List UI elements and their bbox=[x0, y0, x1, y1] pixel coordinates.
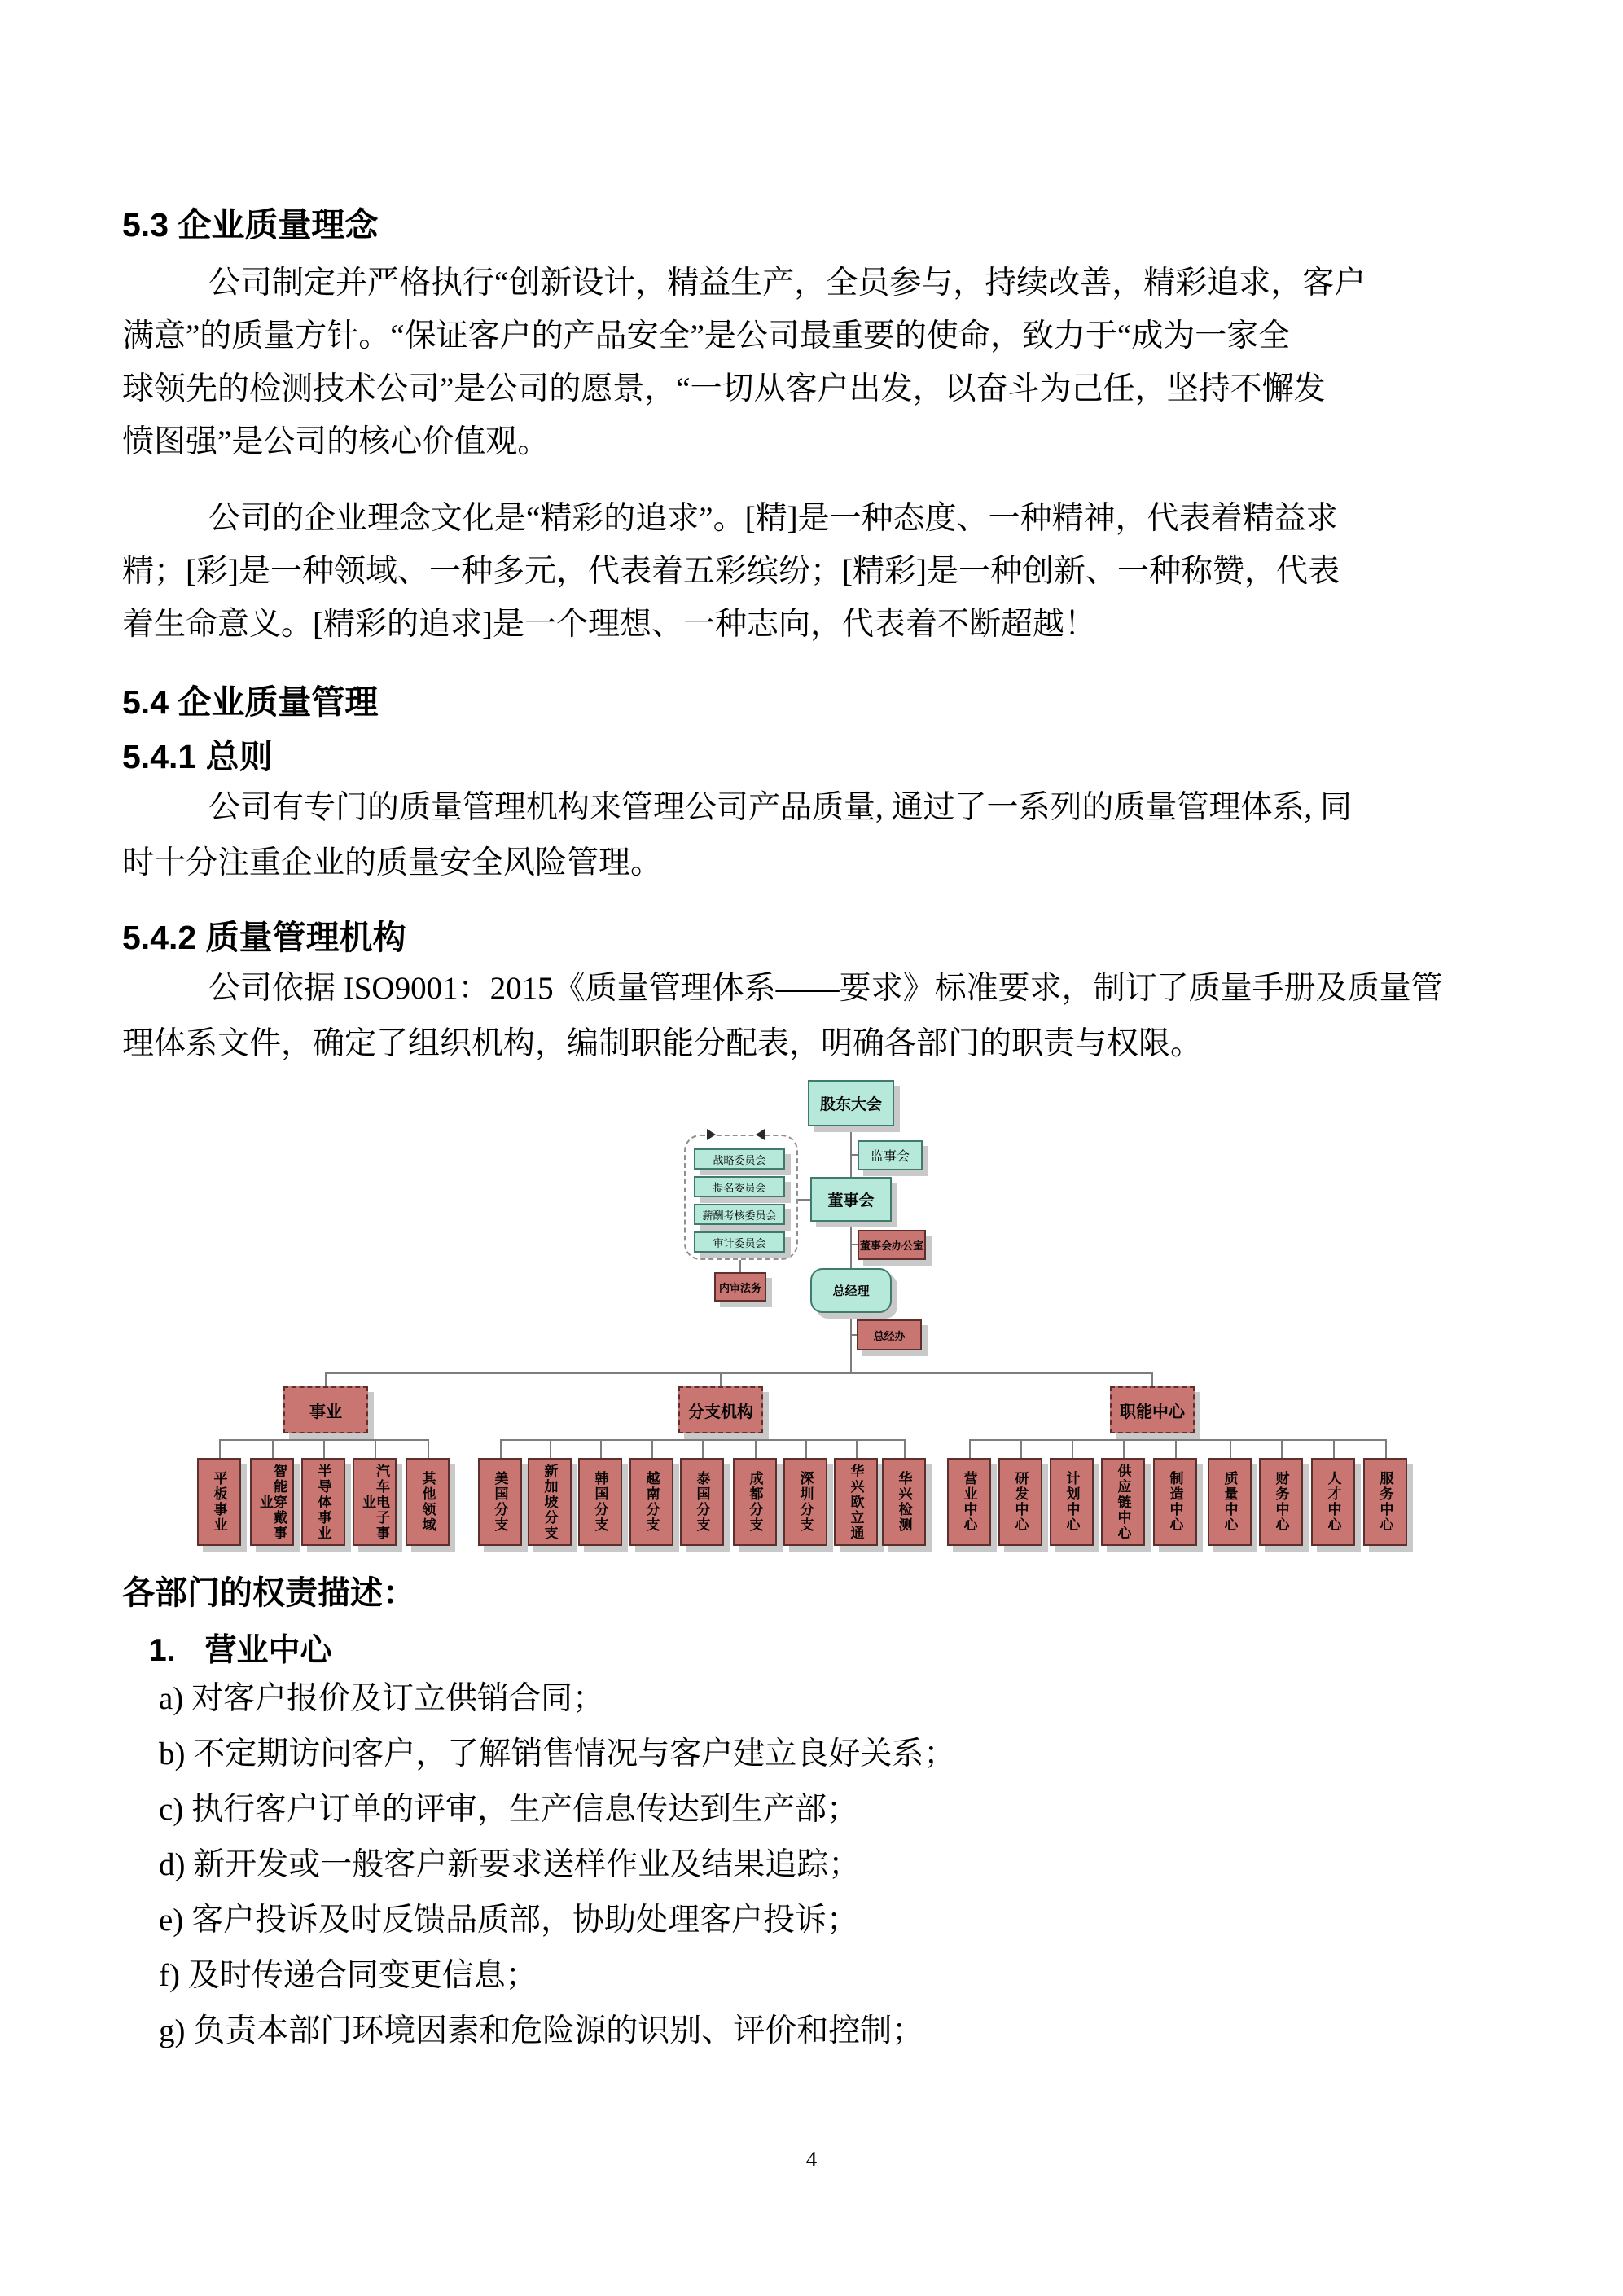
connector-line bbox=[850, 1334, 857, 1336]
branch-function-centers: 职能中心 bbox=[1110, 1386, 1195, 1433]
dept-box bbox=[406, 1458, 450, 1546]
connector-line bbox=[904, 1439, 906, 1458]
connector-line bbox=[219, 1439, 221, 1458]
dept-label: 研发中心 bbox=[1012, 1471, 1029, 1533]
duty-item: d) 新开发或一般客户新要求送样作业及结果追踪； bbox=[159, 1847, 861, 1882]
connector-line bbox=[739, 1260, 741, 1272]
dept-box bbox=[1153, 1458, 1197, 1546]
text-line: 公司制定并严格执行“创新设计，精益生产，全员参与，持续改善，精彩追求，客户 bbox=[208, 266, 1366, 301]
dept-box bbox=[250, 1458, 294, 1546]
connector-line bbox=[1072, 1439, 1073, 1458]
connector-line bbox=[1230, 1439, 1231, 1458]
connector-line bbox=[702, 1439, 704, 1458]
duty-item: b) 不定期访问客户，了解销售情况与客户建立良好关系； bbox=[159, 1736, 956, 1771]
connector-line bbox=[1151, 1372, 1153, 1386]
dept-box bbox=[1101, 1458, 1145, 1546]
page-number: 4 bbox=[805, 2147, 818, 2171]
node-general-manager: 总经理 bbox=[810, 1268, 892, 1313]
dept-label: 韩国分支 bbox=[592, 1471, 608, 1533]
dept-box bbox=[1363, 1458, 1407, 1546]
text-line: 时十分注重企业的质量安全风险管理。 bbox=[122, 845, 663, 880]
text-line: 公司的企业理念文化是“精彩的追求”。[精]是一种态度、一种精神，代表着精益求 bbox=[208, 501, 1338, 536]
node-supervisory-board: 监事会 bbox=[858, 1140, 923, 1170]
heading-5-4-1: 5.4.1 总则 bbox=[122, 738, 273, 775]
connector-line bbox=[969, 1439, 1385, 1441]
text-line: 满意”的质量方针。“保证客户的产品安全”是公司最重要的使命，致力于“成为一家全 bbox=[122, 318, 1291, 353]
text-line: 球领先的检测技术公司”是公司的愿景，“一切从客户出发，以奋斗为己任，坚持不懈发 bbox=[122, 371, 1326, 406]
node-board-of-directors: 董事会 bbox=[810, 1177, 892, 1222]
arrow-left-icon bbox=[756, 1129, 765, 1140]
dept-label: 泰国分支 bbox=[694, 1471, 710, 1533]
connector-line bbox=[1281, 1439, 1283, 1458]
duty-list bbox=[159, 1671, 1462, 2059]
node-shareholders-meeting: 股东大会 bbox=[808, 1080, 894, 1126]
dept-label: 质量中心 bbox=[1222, 1471, 1238, 1533]
dept-box bbox=[882, 1458, 926, 1546]
node-gm-office: 总经办 bbox=[857, 1319, 922, 1350]
dept-box bbox=[1259, 1458, 1303, 1546]
text-line: 精；[彩]是一种领域、一种多元，代表着五彩缤纷；[精彩]是一种创新、一种称赞，代表 bbox=[122, 554, 1340, 589]
dept-box bbox=[301, 1458, 345, 1546]
dept-1-heading bbox=[149, 1625, 332, 1670]
dept-box bbox=[478, 1458, 522, 1546]
duty-item: g) 负责本部门环境因素和危险源的识别、评价和控制； bbox=[159, 2013, 924, 2048]
org-chart bbox=[122, 1080, 1507, 1562]
dept-label: 深圳分支 bbox=[797, 1471, 814, 1533]
connector-line bbox=[325, 1372, 1152, 1374]
dept-box bbox=[528, 1458, 572, 1546]
duty-item: f) 及时传递合同变更信息； bbox=[159, 1958, 537, 1993]
connector-line bbox=[550, 1439, 551, 1458]
dept-label: 半导体事业 bbox=[315, 1463, 331, 1541]
node-internal-audit-legal: 内审法务 bbox=[714, 1272, 766, 1302]
dept-box bbox=[783, 1458, 827, 1546]
text-line: 着生命意义。[精彩的追求]是一个理想、一种志向，代表着不断超越！ bbox=[122, 607, 1096, 642]
text-line: 愤图强”是公司的核心价值观。 bbox=[122, 424, 550, 459]
dept-box bbox=[998, 1458, 1042, 1546]
dept-label: 华兴检测 bbox=[896, 1471, 912, 1533]
dept-label: 制造中心 bbox=[1167, 1471, 1183, 1533]
connector-line bbox=[651, 1439, 653, 1458]
dept-box bbox=[680, 1458, 724, 1546]
text-line: 公司有专门的质量管理机构来管理公司产品质量, 通过了一系列的质量管理体系, 同 bbox=[208, 790, 1353, 825]
connector-line bbox=[500, 1439, 502, 1458]
dept-label: 成都分支 bbox=[747, 1471, 763, 1533]
connector-line bbox=[1385, 1439, 1387, 1458]
dept-label: 汽车电子事业 bbox=[360, 1463, 389, 1541]
dept-label: 人才中心 bbox=[1325, 1471, 1341, 1533]
node-audit-committee: 审计委员会 bbox=[694, 1231, 785, 1253]
heading-5-4: 5.4 企业质量管理 bbox=[122, 683, 379, 721]
dept-label: 营业中心 bbox=[961, 1471, 977, 1533]
node-board-office: 董事会办公室 bbox=[858, 1230, 926, 1260]
dept-box bbox=[629, 1458, 673, 1546]
heading-5-4-2: 5.4.2 质量管理机构 bbox=[122, 919, 406, 956]
dept-label: 新加坡分支 bbox=[542, 1463, 558, 1541]
connector-line bbox=[1175, 1439, 1177, 1458]
heading-5-3: 5.3 企业质量理念 bbox=[122, 206, 379, 244]
node-strategy-committee: 战略委员会 bbox=[694, 1148, 785, 1170]
connector-line bbox=[850, 1154, 858, 1156]
connector-line bbox=[720, 1372, 722, 1386]
duty-item: a) 对客户报价及订立供销合同； bbox=[159, 1681, 605, 1716]
paragraph-quality-policy bbox=[122, 257, 1502, 468]
connector-line bbox=[325, 1433, 327, 1439]
branch-subsidiaries: 分支机构 bbox=[678, 1386, 763, 1433]
dept-box bbox=[1208, 1458, 1252, 1546]
dept-label: 平板事业 bbox=[211, 1471, 227, 1533]
connector-line bbox=[850, 1313, 852, 1374]
dept-box bbox=[353, 1458, 397, 1546]
paragraph-culture bbox=[122, 492, 1502, 651]
dept-box bbox=[733, 1458, 777, 1546]
dept-label: 智能穿戴事业 bbox=[257, 1463, 287, 1541]
connector-line bbox=[805, 1439, 807, 1458]
connector-line bbox=[1020, 1439, 1022, 1458]
connector-line bbox=[755, 1439, 757, 1458]
connector-line bbox=[323, 1439, 325, 1458]
dept-label: 计划中心 bbox=[1064, 1471, 1080, 1533]
dept-box bbox=[1050, 1458, 1094, 1546]
node-compensation-committee: 薪酬考核委员会 bbox=[694, 1204, 785, 1225]
connector-line bbox=[1151, 1433, 1153, 1439]
dept-box bbox=[834, 1458, 878, 1546]
dept-box bbox=[197, 1458, 241, 1546]
dept-box bbox=[947, 1458, 991, 1546]
paragraph-general bbox=[122, 780, 1502, 891]
connector-line bbox=[375, 1439, 376, 1458]
connector-line bbox=[1333, 1439, 1335, 1458]
text-line: 公司依据 ISO9001：2015《质量管理体系——要求》标准要求，制订了质量手册及质量管 bbox=[208, 971, 1443, 1006]
connector-line bbox=[428, 1439, 429, 1458]
dept-label: 财务中心 bbox=[1273, 1471, 1289, 1533]
dept-1-name: 营业中心 bbox=[204, 1633, 332, 1668]
connector-line bbox=[969, 1439, 971, 1458]
connector-line bbox=[850, 1126, 852, 1177]
arrow-right-icon bbox=[707, 1129, 716, 1140]
dept-label: 美国分支 bbox=[492, 1471, 508, 1533]
connector-line bbox=[272, 1439, 274, 1458]
dept-label: 越南分支 bbox=[643, 1471, 660, 1533]
duty-item: e) 客户投诉及时反馈品质部，协助处理客户投诉； bbox=[159, 1903, 859, 1938]
paragraph-iso bbox=[122, 961, 1502, 1072]
connector-line bbox=[325, 1372, 327, 1386]
connector-line bbox=[720, 1433, 722, 1439]
dept-box bbox=[578, 1458, 622, 1546]
dept-label: 服务中心 bbox=[1377, 1471, 1393, 1533]
heading-duties: 各部门的权责描述： bbox=[122, 1575, 415, 1611]
duty-item: c) 执行客户订单的评审，生产信息传达到生产部； bbox=[159, 1792, 859, 1827]
dept-box bbox=[1311, 1458, 1355, 1546]
dept-label: 供应链中心 bbox=[1115, 1463, 1131, 1541]
dept-1-number: 1. bbox=[149, 1633, 176, 1668]
text-line: 理体系文件，确定了组织机构，编制职能分配表，明确各部门的职责与权限。 bbox=[122, 1026, 1203, 1061]
node-nomination-committee: 提名委员会 bbox=[694, 1176, 785, 1197]
connector-line bbox=[1123, 1439, 1125, 1458]
connector-line bbox=[850, 1244, 858, 1245]
branch-business: 事业 bbox=[283, 1386, 368, 1433]
connector-line bbox=[600, 1439, 602, 1458]
connector-line bbox=[856, 1439, 858, 1458]
dept-label: 其他领域 bbox=[419, 1471, 436, 1533]
dept-label: 华兴欧立通 bbox=[848, 1463, 864, 1541]
